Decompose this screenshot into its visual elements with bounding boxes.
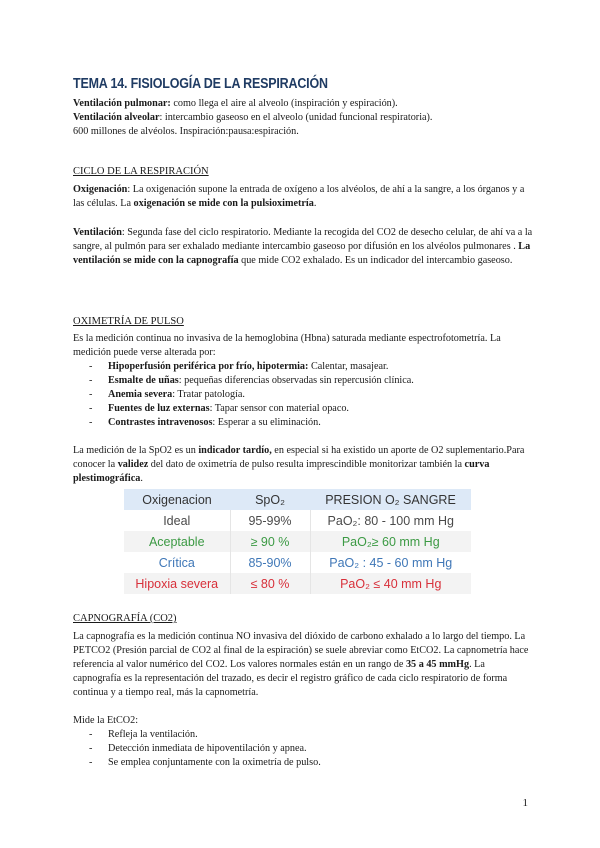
ventilacion-text: : Segunda fase del ciclo respiratorio. Mediante la recogida del CO2 de desecho celular, de ahí va a la sangre, al pulmón para ser exhalado mediante intercambio gaseoso por difusión en los alvéolos pulmonares .	[73, 227, 533, 252]
intro-line-1-text: como llega el aire al alveolo (inspiración y espiración).	[170, 98, 398, 109]
ventilacion-end: que mide CO2 exhalado. Es un indicador del intercambio gaseoso.	[238, 255, 513, 266]
cell-state: Aceptable	[124, 531, 230, 552]
intro-block	[73, 97, 533, 139]
spo2-emphasis-curva: curva plestimográfica	[73, 459, 490, 484]
list-item: - Se emplea conjuntamente con la oximetría de pulso.	[73, 756, 533, 770]
capnografia-block	[73, 630, 533, 770]
factor-text: : Tapar sensor con material opaco.	[209, 403, 349, 414]
list-item	[73, 360, 533, 374]
cell-pressure: PaO₂: 80 - 100 mm Hg	[327, 513, 454, 528]
table-row	[124, 510, 471, 531]
term-ventilacion-pulmonar: Ventilación pulmonar:	[73, 98, 171, 109]
cell-state: Ideal	[124, 510, 230, 531]
section-heading-ciclo: CICLO DE LA RESPIRACIÓN	[73, 166, 209, 177]
ventilacion-emphasis: La ventilación se mide con la capnografía	[73, 241, 531, 266]
table-row	[124, 531, 471, 552]
intro-line-2	[73, 111, 533, 125]
cell-pressure: PaO₂ ≤ 40 mm Hg	[310, 573, 471, 594]
factor-text: : pequeñas diferencias observadas sin repercusión clínica.	[178, 375, 414, 386]
intro-line-3: 600 millones de alvéolos. Inspiración:pausa:espiración.	[73, 126, 299, 137]
cell-state: Crítica	[124, 552, 230, 573]
section-heading-oximetria: OXIMETRÍA DE PULSO	[73, 316, 184, 327]
capnografia-text-end: . La capnografía es la representación del trazado, es decir el registro gráfico de cada ciclo respiratorio de forma continua y a tiempo real, más la capnometría.	[73, 659, 508, 698]
factor-text: : Esperar a su eliminación.	[212, 417, 321, 428]
cell-spo2: 85-90%	[230, 552, 310, 573]
spo2-text-e: del dato de oximetría de pulso resulta imprescindible monitorizar también la	[148, 459, 465, 470]
page-title: TEMA 14. FISIOLOGÍA DE LA RESPIRACIÓN	[73, 76, 328, 92]
capnografia-range: 35 a 45 mmHg	[405, 659, 470, 670]
spo2-text-a: La medición de la SpO2 es un	[73, 445, 199, 456]
cell-pressure: PaO₂ : 45 - 60 mm Hg	[329, 555, 453, 570]
oximetria-intro: Es la medición continua no invasiva de la hemoglobina (Hbna) saturada mediante espectrofotometría. La medición puede verse alterada por:	[73, 333, 501, 358]
intro-line-2-text: : intercambio gaseoso en el alveolo (unidad funcional respiratoria).	[159, 112, 433, 123]
section-heading-capnografia: CAPNOGRAFÍA (CO2)	[73, 613, 177, 624]
table-header-row	[124, 489, 471, 510]
list-item	[73, 388, 533, 402]
list-item	[73, 416, 533, 430]
cell-spo2: ≤ 80 %	[230, 573, 310, 594]
oximetria-block	[73, 332, 533, 486]
term-ventilacion-alveolar: Ventilación alveolar	[73, 112, 160, 123]
spo2-emphasis-validez: validez	[117, 459, 149, 470]
cell-state: Hipoxia severa	[124, 573, 230, 594]
factor-label: Esmalte de uñas	[108, 375, 179, 386]
header-spo2: SpO₂	[230, 489, 310, 510]
factor-text: : Tratar patología.	[172, 389, 245, 400]
term-oxigenacion: Oxigenación	[73, 184, 128, 195]
spo2-text-c: en especial si ha existido un aporte de O2 suplementario.Para conocer la	[73, 445, 525, 470]
capnografia-text: La capnografía es la medición continua NO invasiva del dióxido de carbono exhalado a lo largo del tiempo. La PETCO2 (Presión parcial de CO2 al final de la espiración) se suele abreviar como EtCO2. La capnometría hace referencia al valor numérico del CO2. Los valores normales están en un rango de	[73, 631, 529, 670]
oximetria-factor-list	[73, 360, 533, 430]
capnografia-paragraph	[73, 630, 533, 700]
spo2-emphasis-tardio: indicador tardío,	[198, 445, 272, 456]
list-item: - Detección inmediata de hipoventilación y apnea.	[73, 742, 533, 756]
intro-line-1	[73, 97, 533, 111]
list-item	[73, 374, 533, 388]
spo2-paragraph	[73, 444, 533, 486]
oxigenacion-paragraph	[73, 183, 533, 211]
oxigenacion-emphasis: oxigenación se mide con la pulsioximetría	[133, 198, 314, 209]
factor-label: Fuentes de luz externas	[108, 403, 210, 414]
header-oxigenacion: Oxigenacion	[124, 489, 230, 510]
table-row	[124, 552, 471, 573]
etco2-list	[73, 728, 533, 770]
cell-spo2: 95-99%	[230, 510, 310, 531]
cell-spo2: ≥ 90 %	[230, 531, 310, 552]
oxigenacion-text: : La oxigenación supone la entrada de oxígeno a los alvéolos, de ahí a la sangre, a los órganos y a las células. La	[73, 184, 525, 209]
factor-text: Calentar, masajear.	[308, 361, 389, 372]
ciclo-block	[73, 183, 533, 268]
list-item	[73, 402, 533, 416]
oxygenation-table	[124, 489, 471, 594]
oxigenacion-end: .	[313, 198, 317, 209]
factor-label: Anemia severa	[108, 389, 173, 400]
term-ventilacion: Ventilación	[73, 227, 122, 238]
header-presion: PRESION O₂ SANGRE	[310, 489, 471, 510]
mide-etco2-label: Mide la EtCO2:	[73, 715, 139, 726]
factor-label: Hipoperfusión periférica por frío, hipotermia:	[108, 361, 309, 372]
page-number: 1	[522, 797, 528, 809]
ventilacion-paragraph	[73, 226, 533, 268]
spo2-text-end: .	[140, 473, 143, 484]
cell-pressure: PaO₂≥ 60 mm Hg	[310, 531, 471, 552]
list-item: - Refleja la ventilación.	[73, 728, 533, 742]
factor-label: Contrastes intravenosos	[108, 417, 213, 428]
table-row	[124, 573, 471, 594]
